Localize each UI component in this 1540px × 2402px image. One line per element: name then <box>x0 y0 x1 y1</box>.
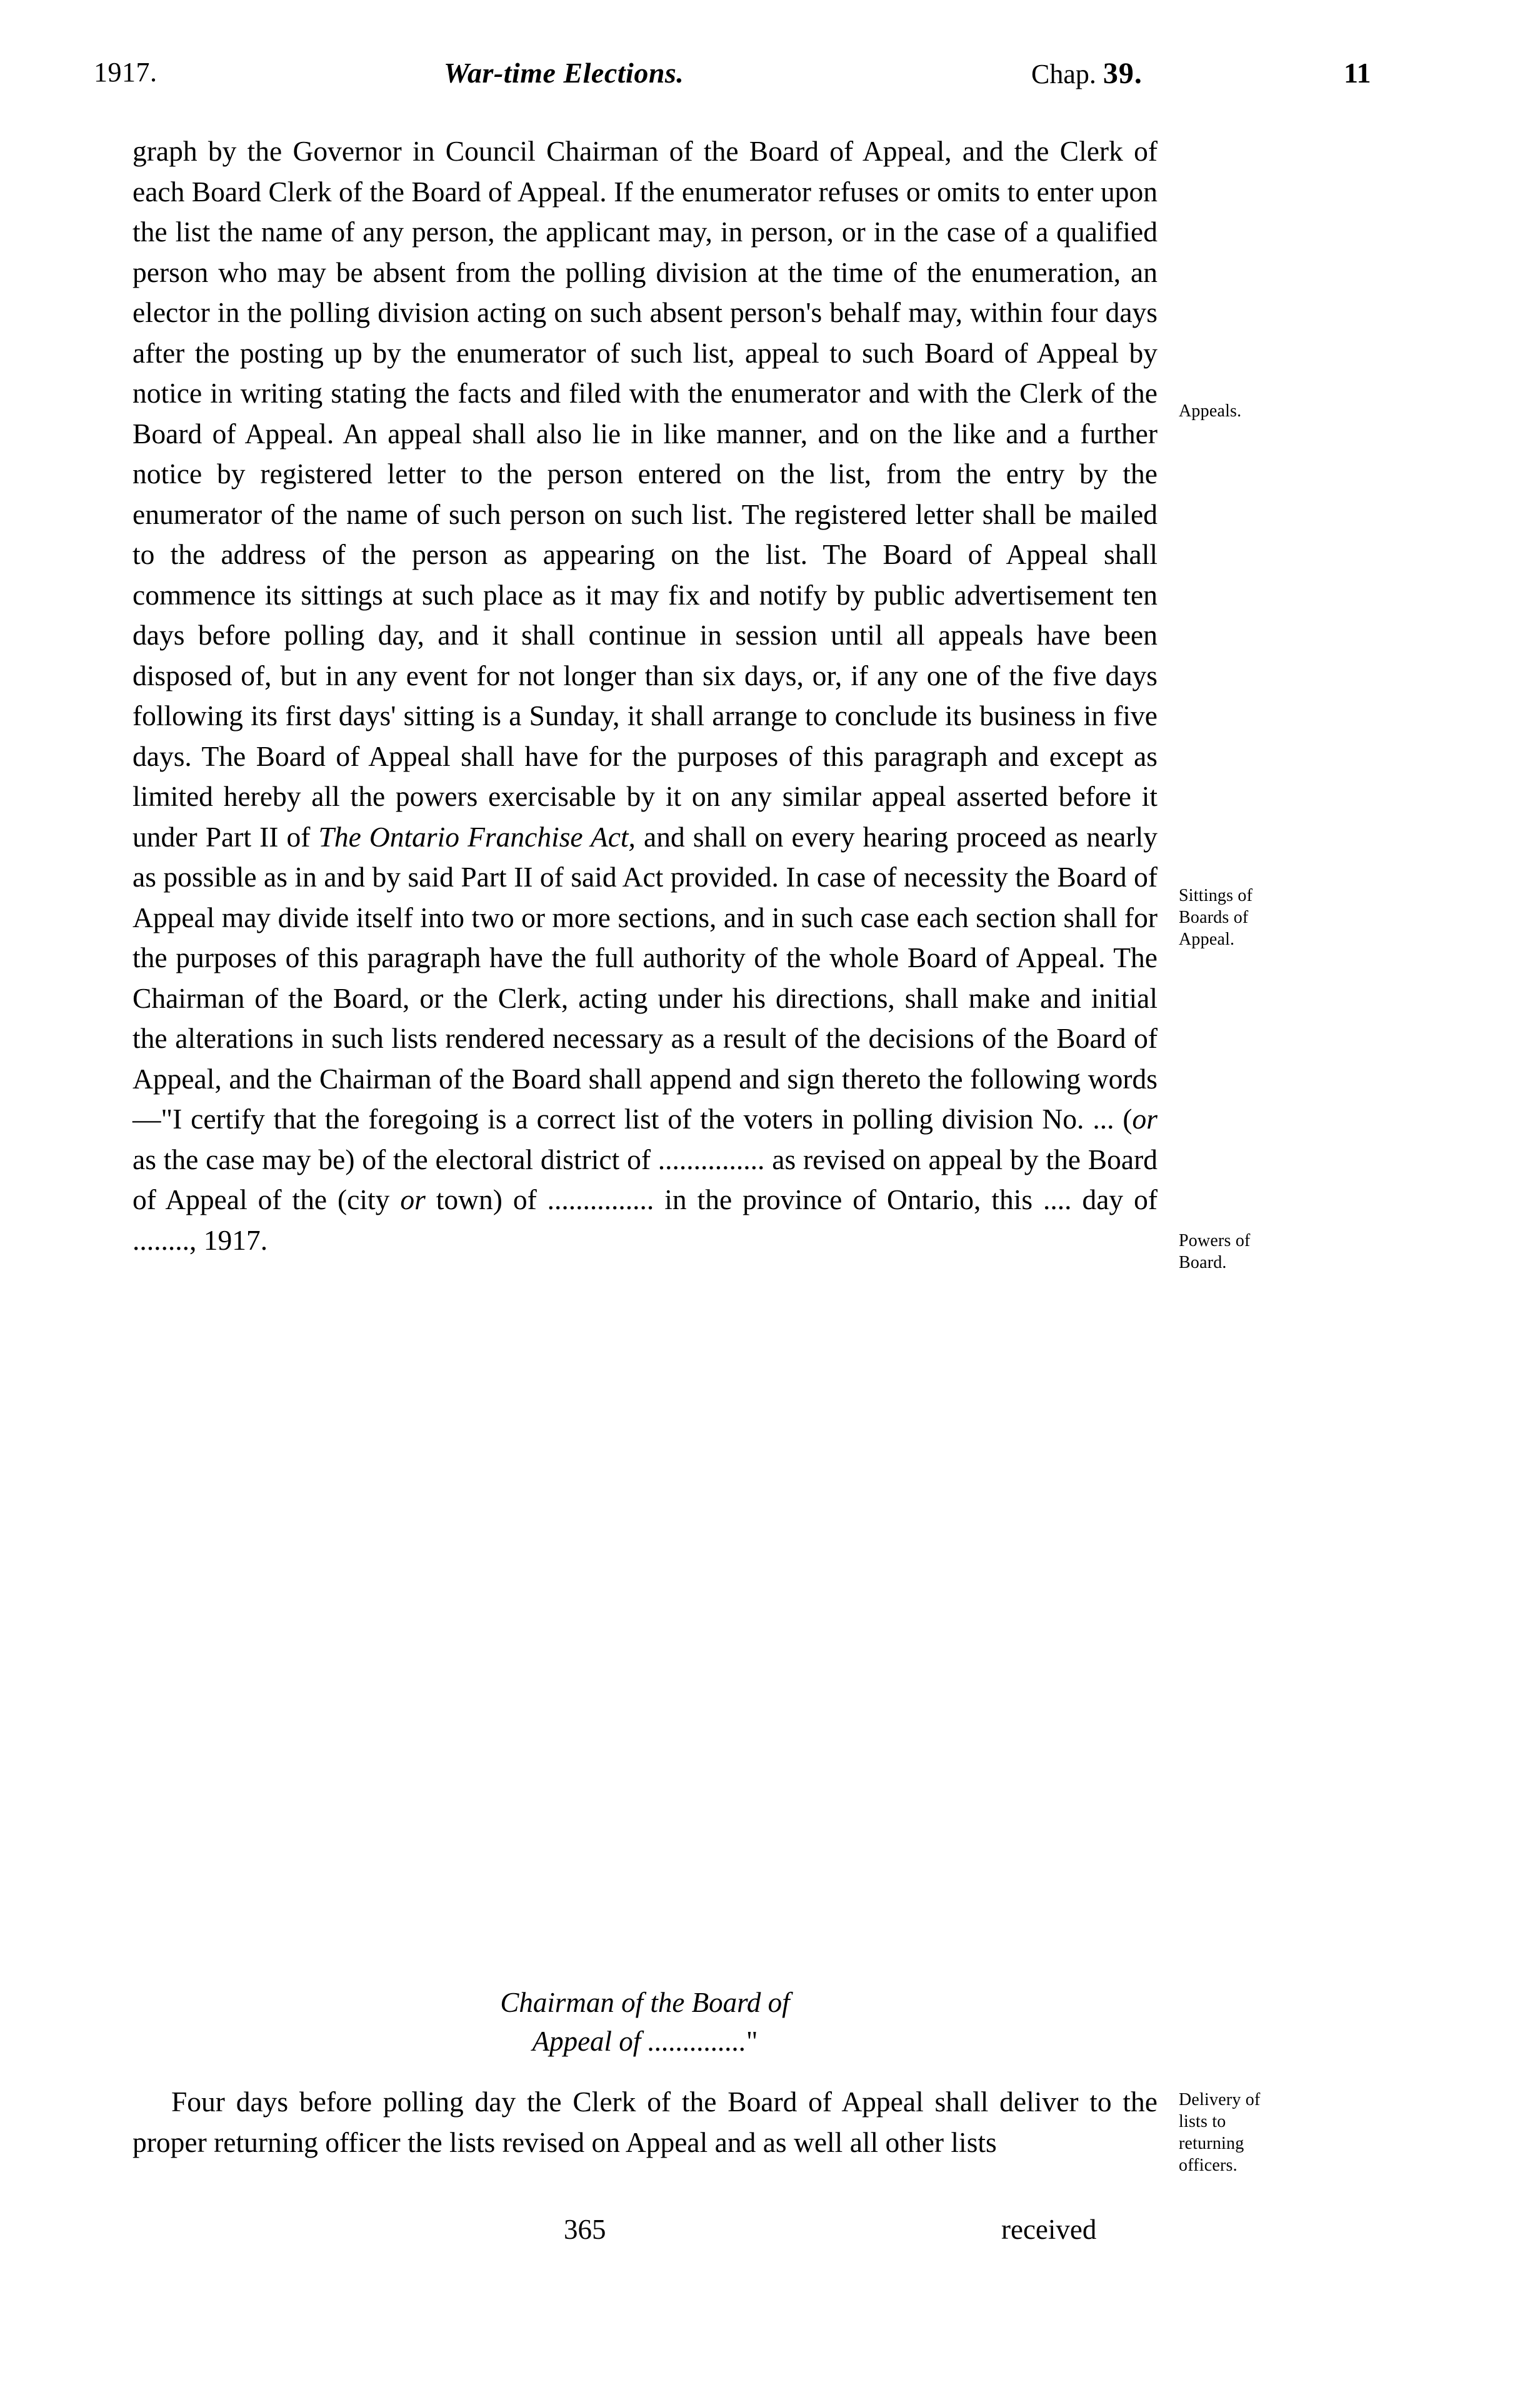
final-paragraph: Four days before polling day the Clerk of the Board of Appeal shall deliver to the proper returning officer the lists revised on Appeal and as well all other lists <box>132 2086 1158 2158</box>
page-number: 365 <box>564 2214 606 2245</box>
running-head-folio: 11 <box>1344 57 1371 89</box>
body-paragraph-part-2: and shall on every hearing proceed as nearly as possible as in and by said Part II of said Act provided. In case of necessity the Board of Appeal may divide itself into two or more sections, and in such case each section shall for the purposes of this paragraph have the full authority of the whole Board of Appeal. The Chairman of the Board, or the Clerk, acting under his directions, shall make and initial the alterations in such lists rendered necessary as a result of the decisions of the Board of Appeal, and the Chairman of the Board shall append and sign thereto the following words—"I certify that the foregoing is a correct list of the voters in polling division No. ... ( <box>132 820 1158 1135</box>
chapter-number: 39. <box>1102 57 1142 90</box>
marginal-note-line: Appeals. <box>1179 401 1242 421</box>
body-paragraph <box>132 131 1158 1260</box>
marginal-note-delivery-of-lists-to-returning-officers <box>1179 2089 1260 2176</box>
body-paragraph-part-3: as the case may be) of the electoral district of ............... as revised on appeal by the Board of Appeal of the (city <box>132 1143 1158 1215</box>
signature-line-2 <box>132 2022 1158 2061</box>
marginal-note-line: Sittings of <box>1179 886 1253 905</box>
italic-or-2: or <box>400 1183 426 1215</box>
marginal-note-line: Delivery of <box>1179 2090 1261 2109</box>
catchword: received <box>1001 2214 1097 2245</box>
marginal-note-appeals <box>1179 400 1241 422</box>
signature-line-1: Chairman of the Board of <box>500 1987 790 2018</box>
body-paragraph-part-4: town) of ............... in the province of Ontario, this .... day of ........, 1917. <box>132 1183 1158 1256</box>
running-head-chapter <box>1031 56 1142 91</box>
signature-line-2-text: Appeal of .............. <box>532 2026 747 2057</box>
marginal-note-sittings-of-boards-of-appeal <box>1179 885 1252 950</box>
running-head-title: War-time Elections. <box>444 57 684 89</box>
page-footer <box>132 2213 1158 2251</box>
marginal-note-line: Appeal. <box>1179 930 1235 949</box>
marginal-note-powers-of-board <box>1179 1230 1251 1274</box>
running-head <box>94 56 1394 94</box>
final-paragraph-block <box>132 2082 1158 2163</box>
body-text-column <box>132 131 1158 1260</box>
marginal-note-line: Board. <box>1179 1253 1227 1272</box>
body-paragraph-part-1: graph by the Governor in Council Chairman of the Board of Appeal, and the Clerk of each Board Clerk of the Board of Appeal. If the enumerator refuses or omits to enter upon the list the name of any person, the applicant may, in person, or in the case of a qualified person who may be absent from the polling division at the time of the enumeration, an elector in the polling division acting on such absent person's behalf may, within four days after the posting up by the enumerator of such list, appeal to such Board of Appeal by notice in writing stating the facts and filed with the enumerator and with the Clerk of the Board of Appeal. An appeal shall also lie in like manner, and on the like and a further notice by registered letter to the person entered on the list, from the entry by the enumerator of the name of such person on such list. The registered letter shall be mailed to the address of the person as appearing on the list. The Board of Appeal shall commence its sittings at such place as it may fix and notify by public advertisement ten days before polling day, and it shall continue in session until all appeals have been disposed of, but in any event for not longer than six days, or, if any one of the five days following its first days' sitting is a Sunday, it shall arrange to conclude its business in five days. The Board of Appeal shall have for the purposes of this paragraph and except as limited hereby all the powers exercisable by it on any similar appeal asserted before it under Part II of <box>132 135 1158 853</box>
cited-act-title: The Ontario Franchise Act, <box>318 820 636 853</box>
marginal-note-line: Powers of <box>1179 1231 1251 1250</box>
signature-block <box>132 1983 1158 2061</box>
running-head-year: 1917. <box>94 57 158 88</box>
marginal-note-line: returning <box>1179 2134 1244 2153</box>
italic-or-1: or <box>1132 1103 1158 1135</box>
marginal-note-line: Boards of <box>1179 908 1249 927</box>
marginal-note-line: lists to <box>1179 2112 1226 2131</box>
chapter-label: Chap. <box>1031 59 1096 89</box>
closing-quote: " <box>746 2026 758 2057</box>
marginal-note-line: officers. <box>1179 2156 1238 2175</box>
